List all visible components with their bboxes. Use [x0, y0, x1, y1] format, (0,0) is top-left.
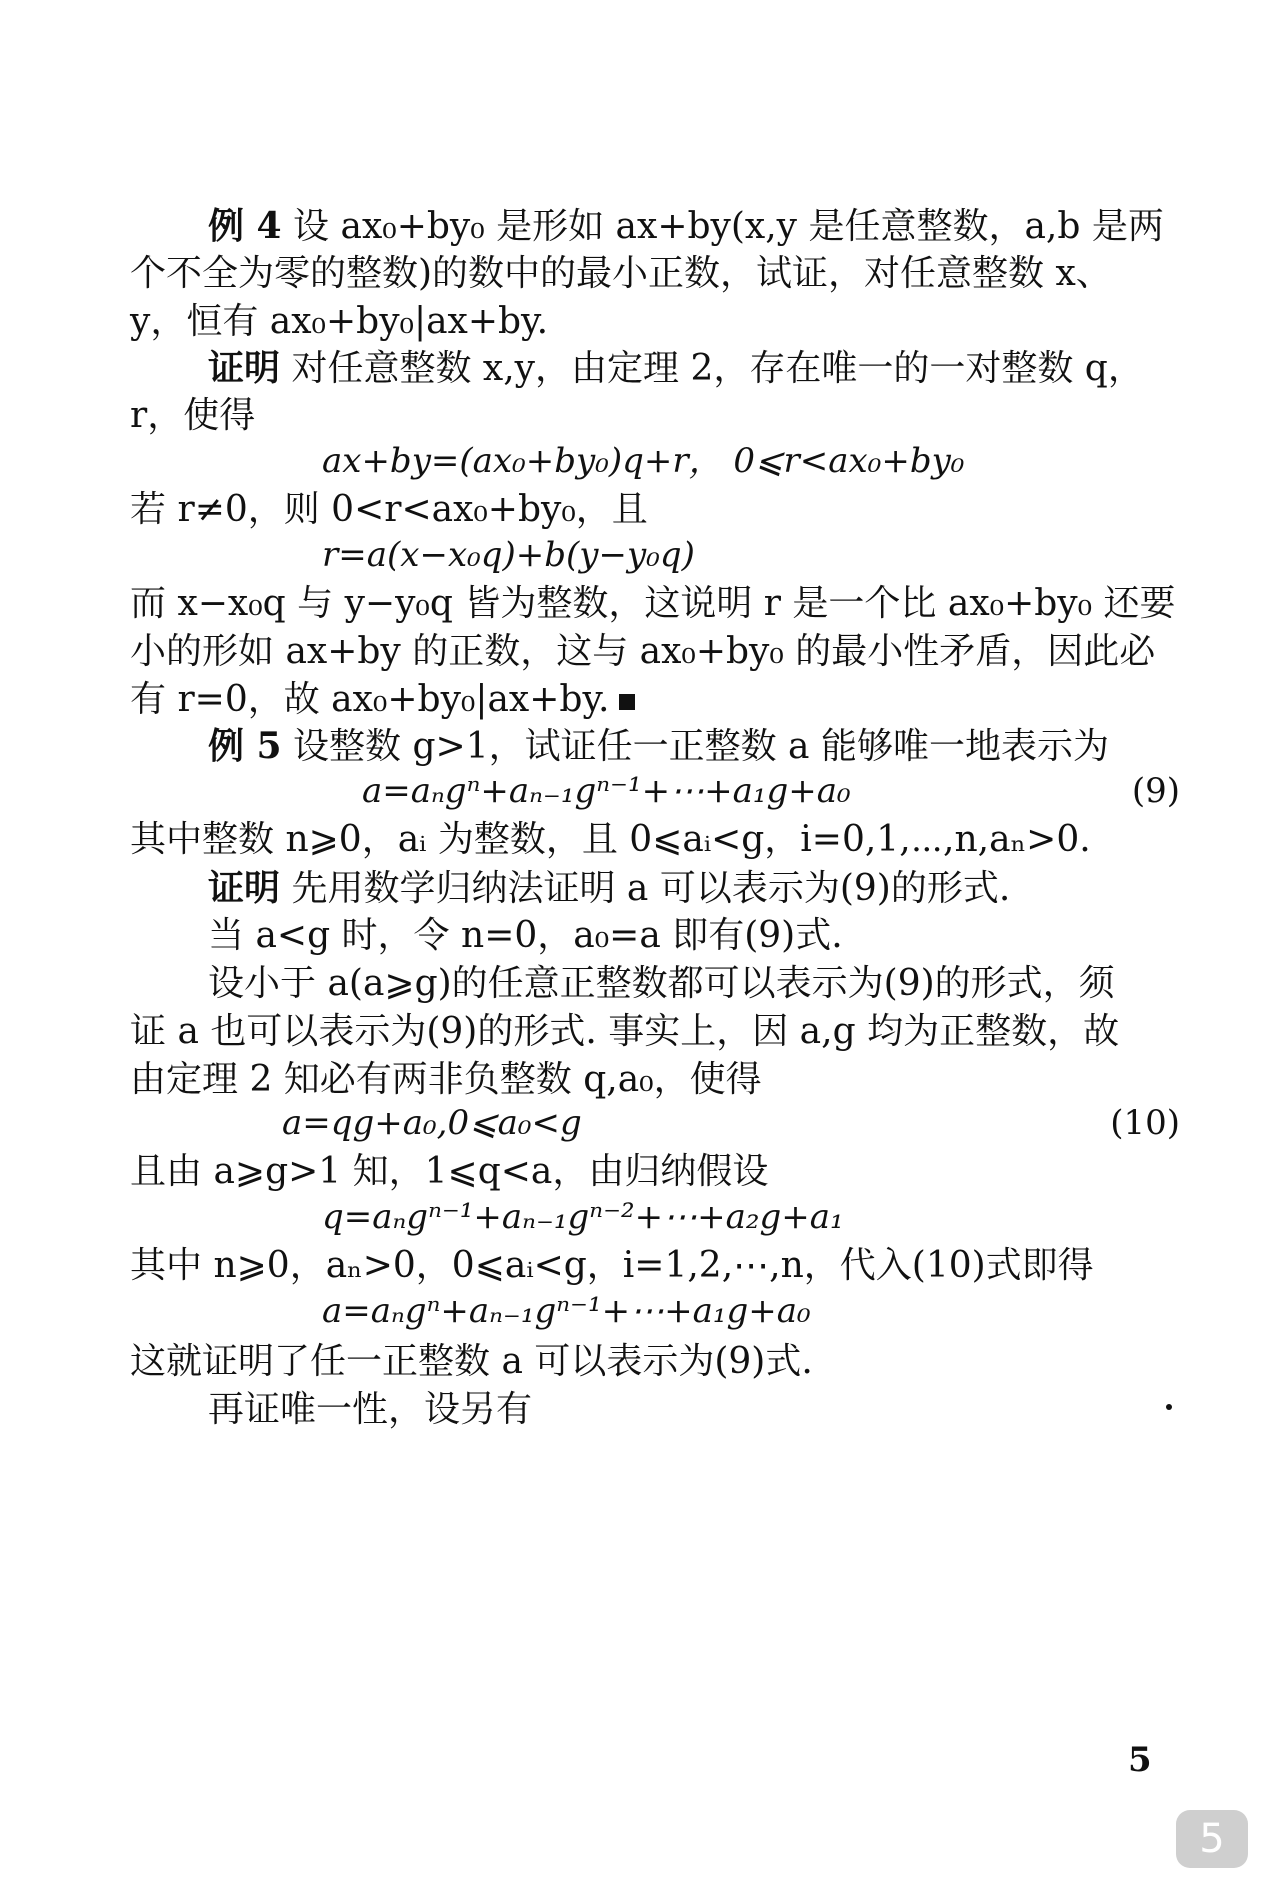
proof-2-line-9: 再证唯一性，设另有 [208, 1389, 533, 1430]
proof-2-line-2: 当 a<g 时，令 n=0，a₀=a 即有(9)式. [208, 915, 843, 956]
qed-square-icon [619, 694, 635, 710]
example-4-text-1: 设 ax₀+by₀ 是形如 ax+by(x,y 是任意整数，a,b 是两 [293, 206, 1164, 247]
proof-2-line-4: 证 a 也可以表示为(9)的形式. 事实上，因 a,g 均为正整数，故 [130, 1011, 1120, 1052]
proof-2-equation-a: a=aₙgⁿ+aₙ₋₁gⁿ⁻¹+⋯+a₁g+a₀ [322, 1291, 811, 1331]
proof-1-text-6: 有 r=0，故 ax₀+by₀|ax+by. [130, 679, 610, 720]
example-4-line-3: y，恒有 ax₀+by₀|ax+by. [130, 301, 549, 342]
example-5-label: 例 5 [208, 725, 282, 767]
proof-1-equation-1: ax+by=(ax₀+by₀)q+r， 0⩽r<ax₀+by₀ [322, 441, 965, 481]
example-5-line-2: 其中整数 n⩾0，aᵢ 为整数，且 0⩽aᵢ<g，i=0,1,⋯,n,aₙ>0. [130, 819, 1091, 860]
example-5-equation-9: a=aₙgⁿ+aₙ₋₁gⁿ⁻¹+⋯+a₁g+a₀ [362, 771, 851, 811]
proof-1-equation-2: r=a(x−x₀q)+b(y−y₀q) [322, 535, 695, 575]
proof-2-text-1: 先用数学归纳法证明 a 可以表示为(9)的形式. [291, 868, 1011, 909]
proof-2-line-3: 设小于 a(a⩾g)的任意正整数都可以表示为(9)的形式，须 [208, 963, 1115, 1004]
proof-2-line-5: 由定理 2 知必有两非负整数 q,a₀，使得 [130, 1059, 762, 1100]
proof-2-line-6: 且由 a⩾g>1 知，1⩽q<a，由归纳假设 [130, 1151, 769, 1192]
example-4-label: 例 4 [208, 205, 282, 247]
page-number: 5 [1128, 1740, 1152, 1780]
proof-2-label: 证明 [208, 867, 281, 909]
proof-1-line-2: r，使得 [130, 395, 256, 436]
proof-2-equation-q: q=aₙgⁿ⁻¹+aₙ₋₁gⁿ⁻²+⋯+a₂g+a₁ [322, 1197, 844, 1237]
proof-1-label: 证明 [208, 347, 281, 389]
equation-10-number: (10) [1110, 1103, 1180, 1143]
equation-9-number: (9) [1131, 771, 1180, 811]
example-5-text-1: 设整数 g>1，试证任一正整数 a 能够唯一地表示为 [293, 726, 1109, 767]
proof-1-line-5: 小的形如 ax+by 的正数，这与 ax₀+by₀ 的最小性矛盾，因此必 [130, 631, 1156, 672]
stray-dot-mark [1166, 1404, 1172, 1410]
proof-2-line-7: 其中 n⩾0，aₙ>0，0⩽aᵢ<g，i=1,2,⋯,n，代入(10)式即得 [130, 1245, 1094, 1286]
proof-1-line-4: 而 x−x₀q 与 y−y₀q 皆为整数，这说明 r 是一个比 ax₀+by₀ 还要 [130, 583, 1176, 624]
proof-1-text-1: 对任意整数 x,y，由定理 2，存在唯一的一对整数 q， [291, 348, 1144, 389]
example-4-line-2: 个不全为零的整数)的数中的最小正数，试证，对任意整数 x、 [130, 253, 1112, 294]
proof-1-line-3: 若 r≠0，则 0<r<ax₀+by₀，且 [130, 489, 648, 530]
proof-2-equation-10: a=qg+a₀,0⩽a₀<g [282, 1103, 582, 1143]
proof-2-line-8: 这就证明了任一正整数 a 可以表示为(9)式. [130, 1341, 813, 1382]
viewer-page-badge[interactable]: 5 [1176, 1810, 1248, 1868]
